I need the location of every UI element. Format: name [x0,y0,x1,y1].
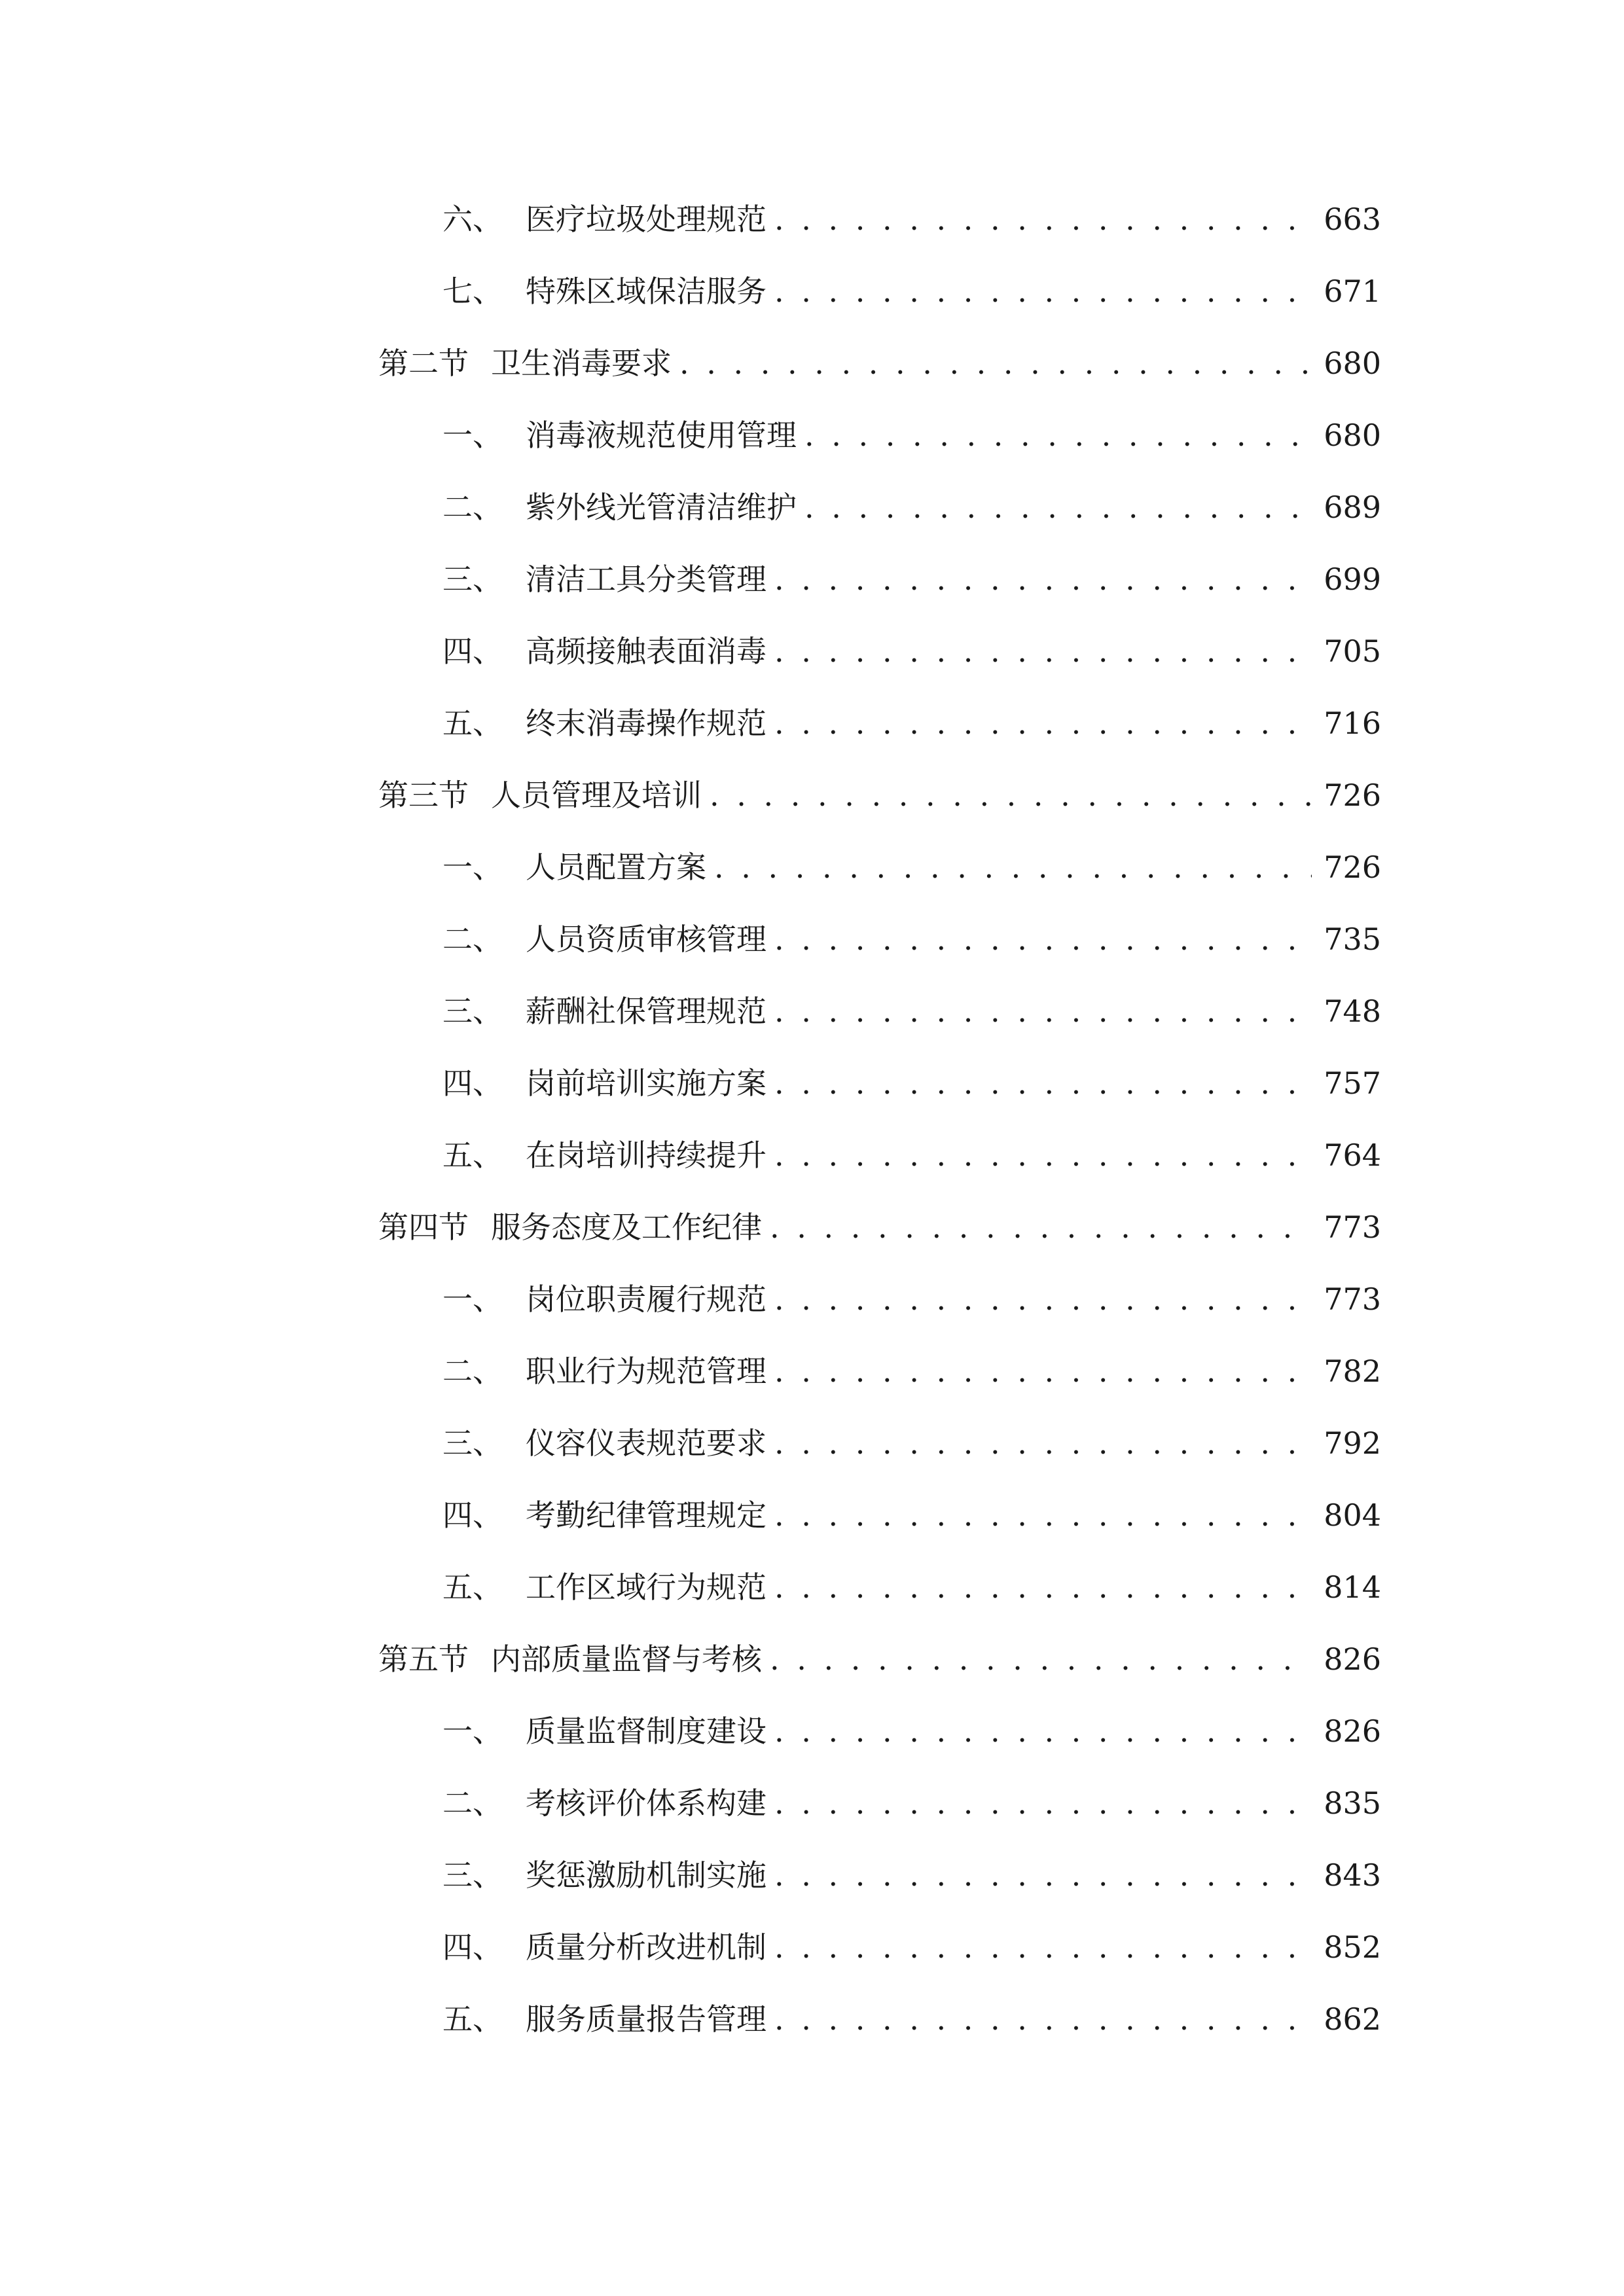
toc-dot-leader [774,985,1312,1037]
toc-entry[interactable] [442,913,1381,965]
toc-entry-marker: 五、 [442,706,503,741]
toc-section-entry[interactable] [378,769,1381,821]
toc-dot-leader [774,1273,1312,1325]
toc-dot-leader [774,913,1312,965]
toc-entry[interactable] [442,1489,1381,1541]
toc-section-entry[interactable] [378,1633,1381,1685]
toc-entry-title: 医疗垃圾处理规范 [526,202,767,237]
toc-entry-marker: 一、 [442,850,503,885]
toc-dot-leader [770,1633,1312,1685]
toc-section-marker: 第二节 [378,346,469,381]
toc-entry[interactable] [442,1057,1381,1109]
toc-entry-marker: 四、 [442,1929,503,1965]
toc-entry-title: 考勤纪律管理规定 [526,1498,767,1533]
toc-entry-page: 716 [1324,706,1381,741]
toc-dot-leader [774,1489,1312,1541]
toc-entry-page: 764 [1324,1138,1381,1173]
toc-entry-marker: 六、 [442,202,503,237]
toc-dot-leader [774,697,1312,749]
toc-dot-leader [774,625,1312,677]
toc-entry[interactable] [442,553,1381,605]
toc-entry-title: 仪容仪表规范要求 [526,1426,767,1461]
toc-entry-page: 671 [1324,274,1381,309]
toc-entry-page: 735 [1324,922,1381,957]
toc-entry-marker: 一、 [442,1282,503,1317]
toc-entry-title: 奖惩激励机制实施 [526,1857,767,1893]
toc-dot-leader [804,409,1312,461]
toc-section-page: 773 [1324,1210,1381,1245]
toc-dot-leader [774,1129,1312,1181]
toc-dot-leader [774,1561,1312,1613]
toc-dot-leader [770,1201,1312,1253]
toc-entry-title: 质量分析改进机制 [526,1929,767,1965]
toc-entry[interactable] [442,1921,1381,1973]
toc-section-page: 726 [1324,778,1381,813]
toc-entry-page: 804 [1324,1498,1381,1533]
toc-dot-leader [679,337,1312,389]
toc-entry-page: 689 [1324,490,1381,525]
toc-entry[interactable] [442,193,1381,245]
toc-entry-page: 663 [1324,202,1381,237]
toc-dot-leader [774,1777,1312,1829]
toc-entry-marker: 三、 [442,562,503,597]
toc-section-title: 人员管理及培训 [491,778,702,813]
toc-entry-marker: 二、 [442,922,503,957]
toc-entry-page: 792 [1324,1426,1381,1461]
toc-entry[interactable] [442,1993,1381,2045]
toc-dot-leader [774,1993,1312,2045]
toc-entry-marker: 三、 [442,994,503,1029]
toc-section-page: 826 [1324,1641,1381,1677]
toc-entry[interactable] [442,625,1381,677]
toc-entry-marker: 七、 [442,274,503,309]
toc-entry-page: 773 [1324,1282,1381,1317]
toc-entry[interactable] [442,985,1381,1037]
toc-section-title: 服务态度及工作纪律 [491,1210,762,1245]
toc-entry[interactable] [442,1777,1381,1829]
toc-entry-page: 680 [1324,418,1381,453]
toc-dot-leader [804,481,1312,533]
toc-dot-leader [710,769,1312,821]
toc-entry-title: 终末消毒操作规范 [526,706,767,741]
toc-entry[interactable] [442,1561,1381,1613]
toc-entry-title: 消毒液规范使用管理 [526,418,797,453]
toc-entry-title: 清洁工具分类管理 [526,562,767,597]
toc-entry-page: 852 [1324,1929,1381,1965]
toc-entry-title: 高频接触表面消毒 [526,634,767,669]
toc-entry-title: 考核评价体系构建 [526,1785,767,1821]
toc-dot-leader [774,265,1312,317]
toc-entry-page: 705 [1324,634,1381,669]
toc-entry-marker: 五、 [442,1570,503,1605]
toc-dot-leader [774,1417,1312,1469]
toc-entry[interactable] [442,265,1381,317]
toc-entry-marker: 五、 [442,1138,503,1173]
toc-entry-title: 职业行为规范管理 [526,1354,767,1389]
toc-entry-page: 726 [1324,850,1381,885]
toc-section-entry[interactable] [378,337,1381,389]
toc-entry-marker: 三、 [442,1426,503,1461]
toc-dot-leader [774,1921,1312,1973]
toc-entry[interactable] [442,1417,1381,1469]
toc-entry-marker: 四、 [442,1066,503,1101]
toc-entry-title: 在岗培训持续提升 [526,1138,767,1173]
toc-section-marker: 第三节 [378,778,469,813]
toc-entry-page: 782 [1324,1354,1381,1389]
toc-entry-page: 826 [1324,1713,1381,1749]
toc-entry[interactable] [442,1705,1381,1757]
toc-entry-title: 岗前培训实施方案 [526,1066,767,1101]
toc-section-marker: 第五节 [378,1641,469,1677]
toc-entry-title: 岗位职责履行规范 [526,1282,767,1317]
toc-entry-title: 特殊区域保洁服务 [526,274,767,309]
toc-dot-leader [714,841,1312,893]
toc-entry[interactable] [442,1129,1381,1181]
toc-entry-marker: 四、 [442,1498,503,1533]
toc-dot-leader [774,553,1312,605]
toc-entry[interactable] [442,481,1381,533]
toc-entry-marker: 二、 [442,1785,503,1821]
toc-entry-marker: 一、 [442,1713,503,1749]
toc-entry-marker: 五、 [442,2001,503,2037]
toc-entry-title: 服务质量报告管理 [526,2001,767,2037]
toc-dot-leader [774,1057,1312,1109]
toc-entry-page: 748 [1324,994,1381,1029]
toc-dot-leader [774,1849,1312,1901]
toc-section-page: 680 [1324,346,1381,381]
toc-entry-page: 757 [1324,1066,1381,1101]
toc-entry-title: 紫外线光管清洁维护 [526,490,797,525]
toc-entry-title: 工作区域行为规范 [526,1570,767,1605]
toc-section-title: 内部质量监督与考核 [491,1641,762,1677]
toc-entry[interactable] [442,697,1381,749]
toc-entry[interactable] [442,1273,1381,1325]
toc-entry-marker: 二、 [442,1354,503,1389]
toc-section-entry[interactable] [378,1201,1381,1253]
toc-entry[interactable] [442,841,1381,893]
toc-entry-title: 人员配置方案 [526,850,706,885]
toc-entry-title: 薪酬社保管理规范 [526,994,767,1029]
toc-entry-marker: 一、 [442,418,503,453]
toc-entry-page: 699 [1324,562,1381,597]
toc-entry[interactable] [442,1849,1381,1901]
toc-entry-title: 质量监督制度建设 [526,1713,767,1749]
toc-entry-marker: 二、 [442,490,503,525]
toc-dot-leader [774,1345,1312,1397]
toc-entry-marker: 三、 [442,1857,503,1893]
toc-entry[interactable] [442,409,1381,461]
toc-section-title: 卫生消毒要求 [491,346,672,381]
toc-section-marker: 第四节 [378,1210,469,1245]
toc-entry-page: 835 [1324,1785,1381,1821]
toc-entry-title: 人员资质审核管理 [526,922,767,957]
toc-entry-page: 843 [1324,1857,1381,1893]
toc-entry-marker: 四、 [442,634,503,669]
toc-dot-leader [774,193,1312,245]
toc-dot-leader [774,1705,1312,1757]
toc-entry-page: 862 [1324,2001,1381,2037]
toc-entry[interactable] [442,1345,1381,1397]
toc-entry-page: 814 [1324,1570,1381,1605]
